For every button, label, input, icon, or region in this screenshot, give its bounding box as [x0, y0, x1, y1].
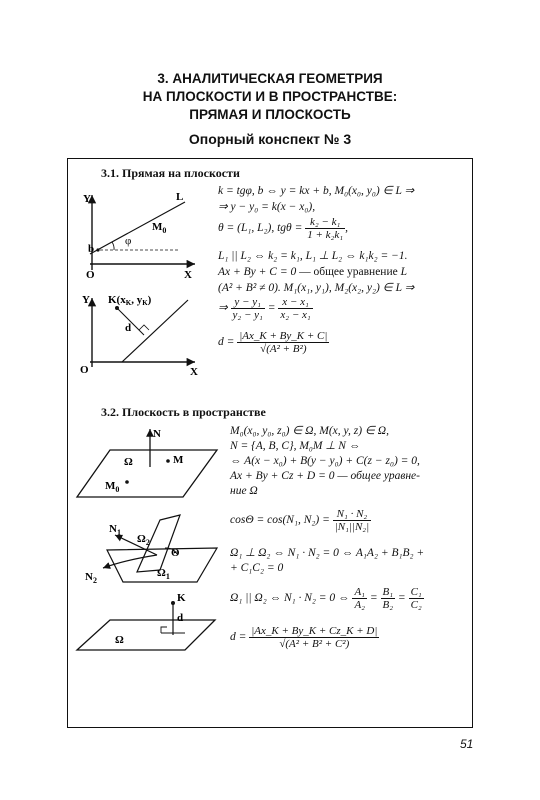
formula-point-line-distance: d = $\frac{|Ax\_K + By\_K + C|}{\text{√(A² + B²)}}$ — [218, 330, 328, 355]
formula-point-plane-distance: d = $\frac{|Ax\_K + By\_K + Cz\_K + D|}{\text{√(A² + B² + C²)}}$ — [230, 625, 378, 650]
figure-planes-angle — [85, 510, 220, 590]
fig4-n1-label: $N_1$ — [109, 523, 121, 537]
formula-planes-perpendicular: Ω₁ ⊥ Ω₂ ⇔ N₁ · N₂ = 0 ⇔ A₁A₂ + B₁B₂ + — [230, 547, 425, 559]
figure-line-on-plane — [80, 190, 200, 285]
fig3-m0-label: $M_0$ — [105, 480, 120, 494]
fig5-omega-label: Ω — [115, 634, 124, 646]
formula-plane-points: M₀(x₀, y₀, z₀) ∈ Ω, M(x, y, z) ∈ Ω, — [230, 425, 389, 437]
formula-normal-vector: N = {A, B, C}, M₀M ⊥ N ⇔ — [230, 440, 361, 452]
figure-point-line-distance — [80, 294, 200, 378]
fig1-o-label: O — [86, 269, 95, 281]
formula-angle-lines: θ = (L₁, L₂), tgθ = $\frac{\text{k₂ − k₁}}{\text{1 + k₂k₁}}$ , — [218, 216, 348, 241]
chapter-title-line-1: 3. АНАЛИТИЧЕСКАЯ ГЕОМЕТРИЯ — [157, 71, 383, 86]
section-3-2-title: 3.2. Плоскость в пространстве — [101, 405, 266, 419]
formula-point-slope: ⇒ y − y₀ = k(x − x₀), — [218, 201, 316, 213]
formula-general-line: Ax + By + C = 0 — общее уравнение L — [218, 266, 407, 278]
figure-point-plane-distance — [75, 592, 220, 655]
fig1-b-label: b — [88, 243, 95, 255]
section-3-1-title: 3.1. Прямая на плоскости — [101, 166, 240, 180]
page-number: 51 — [460, 737, 474, 751]
summary-subtitle: Опорный конспект № 3 — [188, 131, 352, 147]
chapter-title-line-3: ПРЯМАЯ И ПЛОСКОСТЬ — [189, 107, 351, 122]
fig3-m-label: M — [173, 454, 184, 466]
formula-general-plane: Ax + By + Cz + D = 0 — общее уравне- — [230, 470, 420, 482]
fig5-d-label: d — [177, 612, 184, 624]
fig3-omega-label: Ω — [124, 456, 133, 468]
formula-two-point-line: ⇒ $\frac{\text{y − y₁}}{\text{y₂ − y₁}}$ = $\frac{\text{x − x₁}}{\text{x₂ − x₁}}$ — [218, 296, 311, 321]
fig1-phi-label: φ — [125, 235, 132, 247]
formula-slope-intercept: k = tgφ, b ⇔ y = kx + b, M₀(x₀, y₀) ∈ L ⇒ — [218, 185, 415, 197]
fig4-omega1-label: $\Omega_1$ — [157, 567, 170, 581]
fig5-k-label: K — [177, 592, 186, 604]
formula-planes-perpendicular-cont: + C₁C₂ = 0 — [230, 562, 284, 574]
figure-plane-normal — [75, 425, 220, 505]
chapter-title-line-2: НА ПЛОСКОСТИ И В ПРОСТРАНСТВЕ: — [142, 89, 398, 104]
formula-two-points: (A² + B² ≠ 0). M₁(x₁, y₁), M₂(x₂, y₂) ∈ L ⇒ — [218, 282, 415, 294]
formula-general-plane-cont: ние Ω — [230, 485, 258, 497]
fig4-omega2-label: $\Omega_2$ — [137, 533, 150, 547]
fig2-d-label: d — [125, 322, 132, 334]
fig4-theta-label: Θ — [171, 547, 180, 559]
fig2-k-label: K(xK, yK) — [108, 294, 152, 307]
formula-parallel-perpendicular: L₁ || L₂ ⇔ k₂ = k₁, L₁ ⊥ L₂ ⇔ k₁k₂ = −1. — [218, 250, 408, 262]
fig1-m0-label: $M_0$ — [152, 221, 167, 235]
formula-planes-parallel: Ω₁ || Ω₂ ⇔ N₁ · N₂ = 0 ⇔ $\frac{\text{A₁}}{\text{A₂}}$ = $\frac{\text{B₁}}{\text{B₂}}$ = $\frac{\text{C₁}}{\text{C₂}}$ — [230, 586, 422, 611]
fig2-x-label: X — [190, 366, 198, 378]
fig2-y-label: Y — [82, 294, 90, 306]
formula-plane-point-normal: ⇔ A(x − x₀) + B(y − y₀) + C(z − z₀) = 0, — [230, 455, 420, 467]
fig1-l-label: L — [176, 191, 184, 203]
fig1-x-label: X — [184, 269, 192, 281]
fig3-n-label: N — [153, 428, 161, 440]
fig4-n2-label: $N_2$ — [85, 571, 97, 585]
formula-planes-angle: cosΘ = cos(N₁, N₂) = $\frac{\text{N₁ · N₂}}{\text{|N₁||N₂|}}$ — [230, 508, 370, 533]
fig1-y-label: Y — [83, 193, 91, 205]
fig2-o-label: O — [80, 364, 89, 376]
